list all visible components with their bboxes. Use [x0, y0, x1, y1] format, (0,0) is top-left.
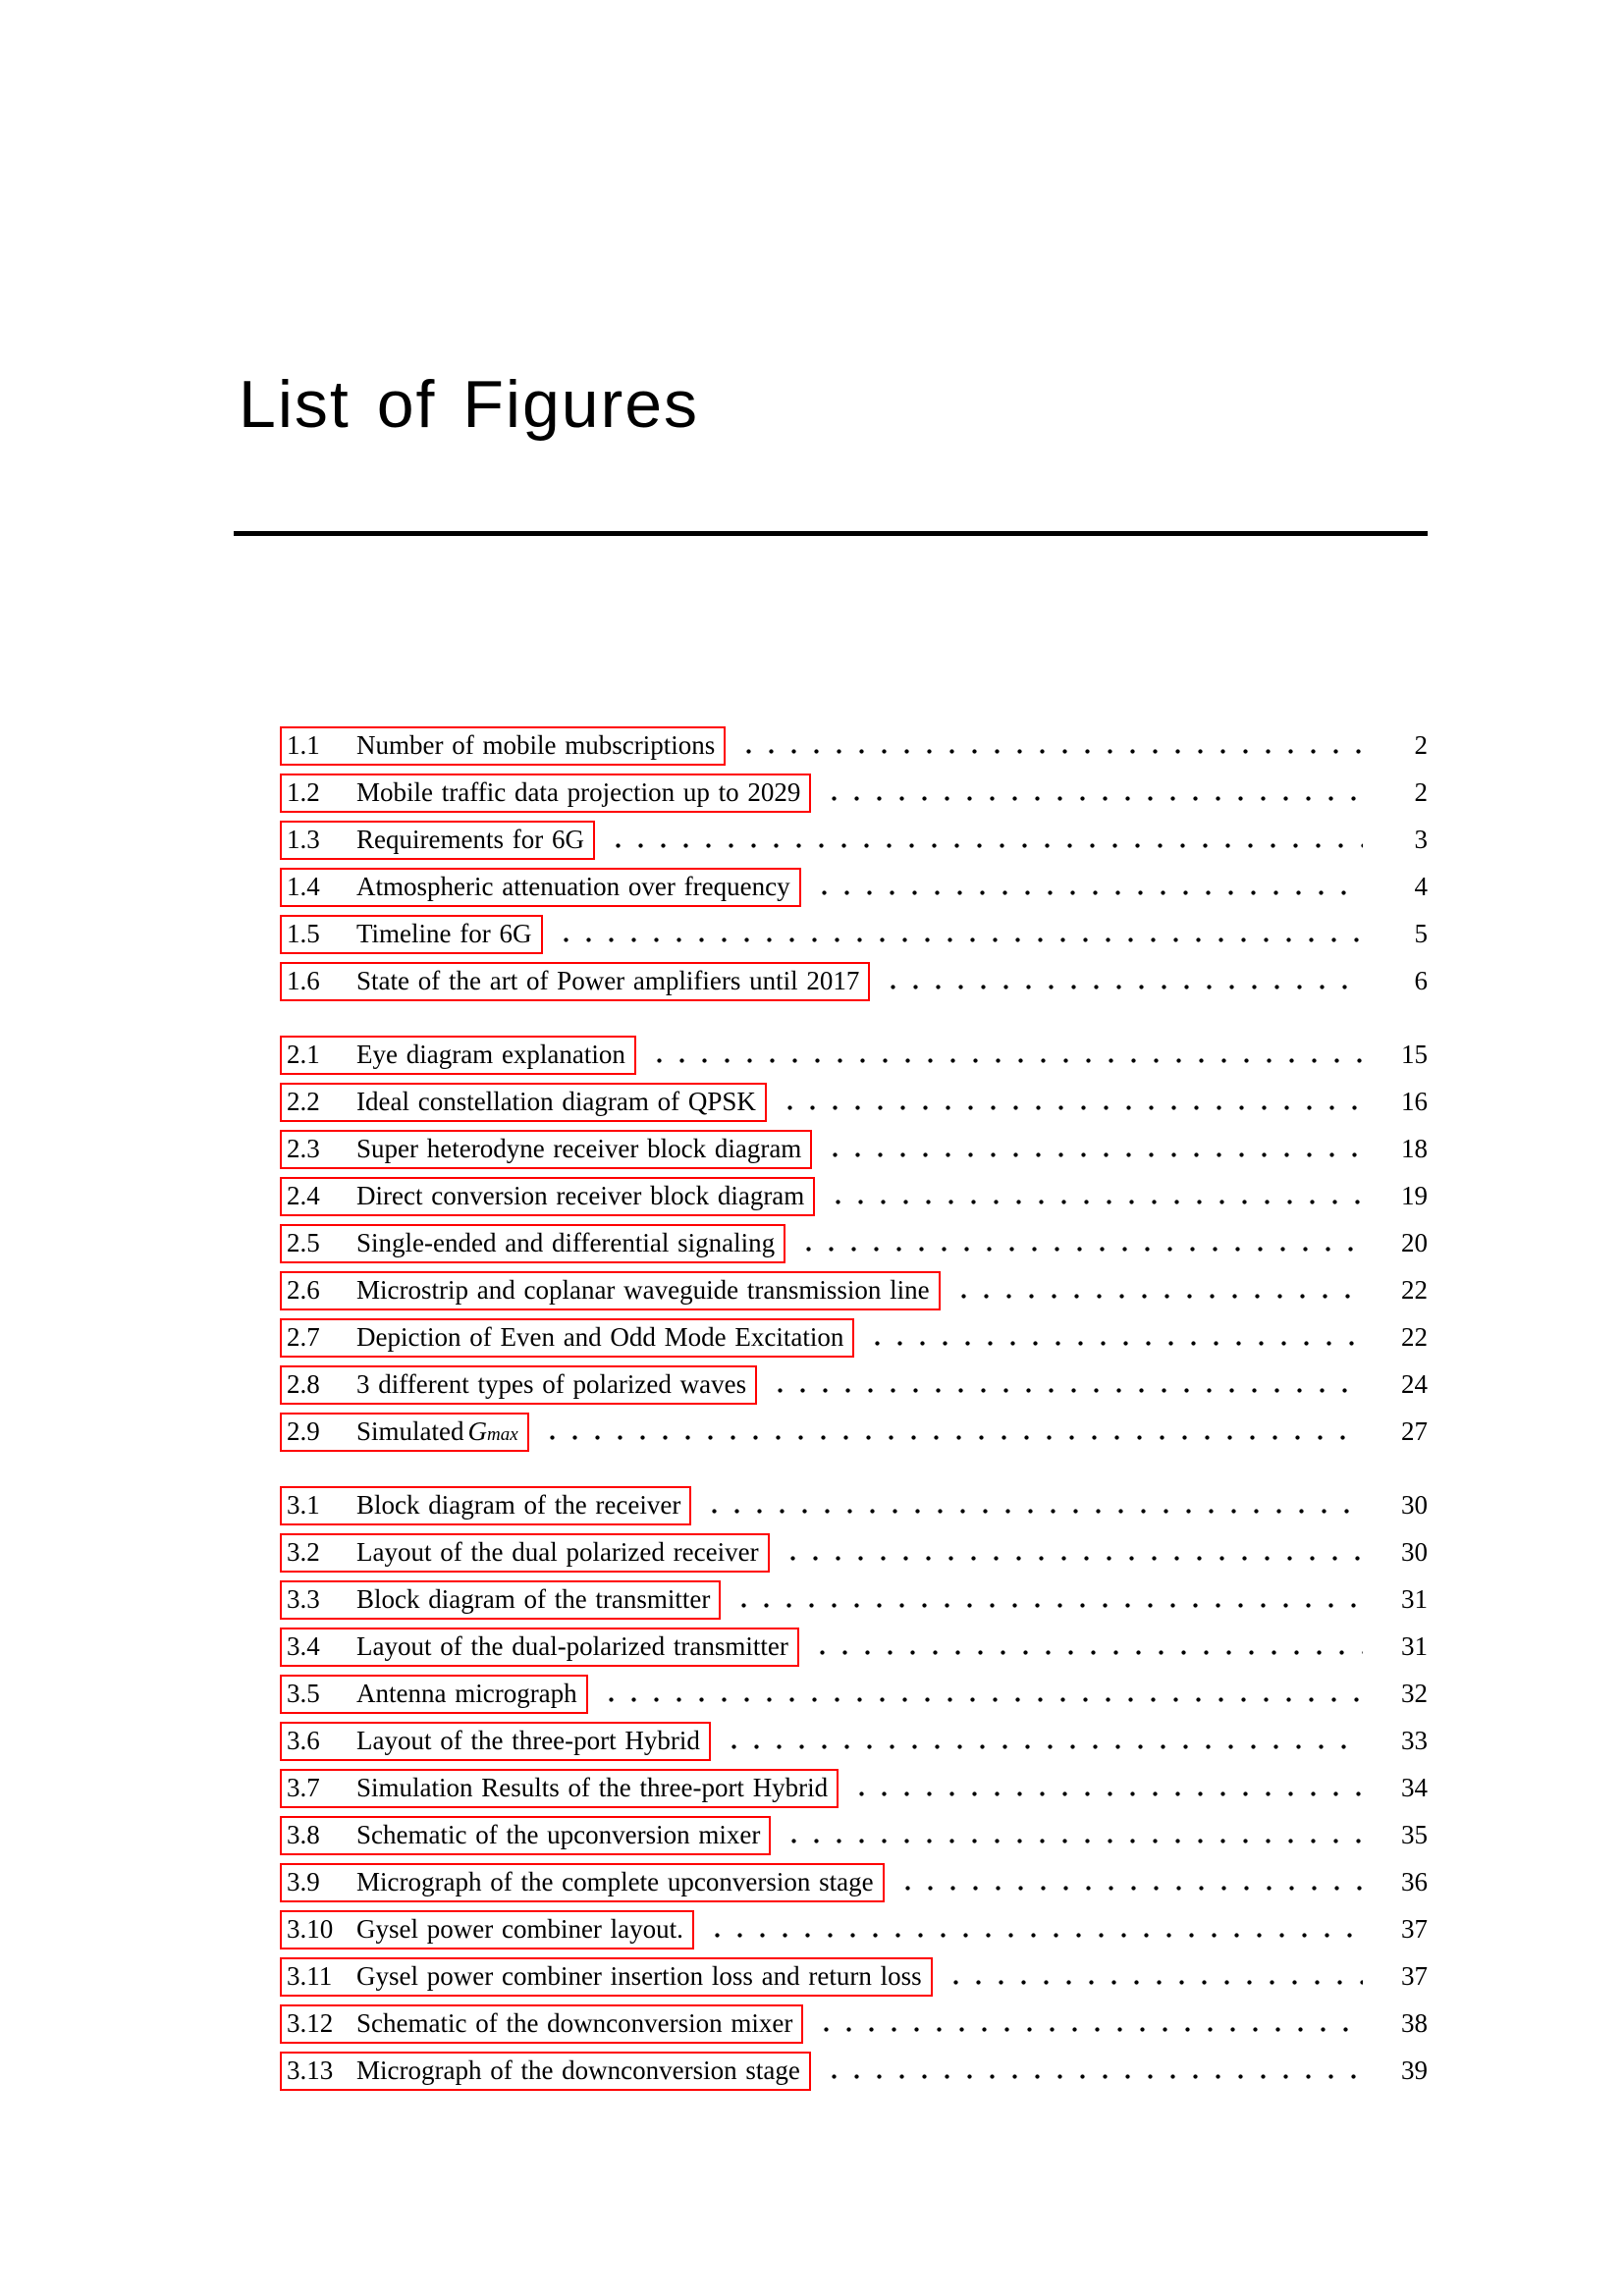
figure-number: 2.4	[287, 1181, 320, 1210]
dot-leader	[769, 1388, 1363, 1393]
dot-leader	[737, 749, 1363, 754]
page-number: 30	[1401, 1537, 1428, 1567]
figure-title: Ideal constellation diagram of QPSK	[356, 1087, 756, 1116]
figure-number: 1.3	[287, 825, 320, 854]
lof-entry-row	[234, 1764, 1428, 1811]
figure-title: Requirements for 6G	[356, 825, 584, 854]
figure-link[interactable]	[280, 2004, 803, 2044]
figure-link[interactable]	[280, 1675, 588, 1714]
page-number: 38	[1401, 2008, 1428, 2038]
lof-entry-row	[234, 1172, 1428, 1219]
lof-entry-row	[234, 1952, 1428, 2000]
figure-link[interactable]	[280, 1083, 767, 1122]
figure-link[interactable]	[280, 821, 595, 860]
dot-leader	[783, 1839, 1363, 1843]
figure-title: Micrograph of the downconversion stage	[356, 2056, 800, 2085]
dot-leader	[541, 1435, 1363, 1440]
figure-link[interactable]	[280, 1957, 933, 1997]
math-subscript: max	[487, 1424, 518, 1445]
dot-leader	[882, 985, 1363, 989]
lof-entry-row	[234, 1717, 1428, 1764]
figure-number: 3.8	[287, 1820, 320, 1849]
page-number: 3	[1414, 825, 1428, 854]
figure-link[interactable]	[280, 1722, 711, 1761]
figure-title: Eye diagram explanation	[356, 1040, 625, 1069]
figure-title: Schematic of the upconversion mixer	[356, 1820, 761, 1849]
figure-number: 3.13	[287, 2056, 334, 2085]
dot-leader	[600, 1697, 1363, 1702]
lof-entry-row	[234, 1078, 1428, 1125]
page-number: 18	[1401, 1134, 1428, 1163]
page-number: 36	[1401, 1867, 1428, 1896]
lof-entry-row	[234, 1905, 1428, 1952]
figure-group-chapter-2	[234, 1031, 1428, 1455]
list-of-figures	[234, 721, 1428, 2094]
page-number: 24	[1401, 1369, 1428, 1399]
page-number: 5	[1414, 919, 1428, 948]
dot-leader	[824, 1152, 1363, 1157]
figure-number: 3.11	[287, 1961, 333, 1991]
page-number: 22	[1401, 1322, 1428, 1352]
figure-number: 2.8	[287, 1369, 320, 1399]
page-number: 37	[1401, 1914, 1428, 1944]
lof-entry-row	[234, 2047, 1428, 2094]
figure-link[interactable]	[280, 726, 726, 766]
figure-link[interactable]	[280, 1130, 812, 1169]
page-number: 4	[1414, 872, 1428, 901]
lof-entry-row	[234, 1313, 1428, 1361]
page-number: 31	[1401, 1631, 1428, 1661]
page-number: 35	[1401, 1820, 1428, 1849]
figure-title: Layout of the dual-polarized transmitter	[356, 1631, 788, 1661]
lof-entry-row	[234, 1528, 1428, 1575]
lof-entry-row	[234, 1361, 1428, 1408]
figure-number: 2.1	[287, 1040, 320, 1069]
figure-title: Simulated	[356, 1416, 464, 1446]
page-number: 31	[1401, 1584, 1428, 1614]
figure-number: 1.1	[287, 730, 320, 760]
page-number: 37	[1401, 1961, 1428, 1991]
dot-leader	[555, 937, 1364, 942]
figure-title: Schematic of the downconversion mixer	[356, 2008, 793, 2038]
dot-leader	[813, 890, 1363, 895]
figure-title: Microstrip and coplanar waveguide transmission line	[356, 1275, 930, 1305]
lof-entry-row	[234, 1266, 1428, 1313]
figure-link[interactable]	[280, 1177, 815, 1216]
lof-entry-row	[234, 1408, 1428, 1455]
figure-link[interactable]	[280, 1816, 771, 1855]
page-number: 34	[1401, 1773, 1428, 1802]
figure-number: 1.4	[287, 872, 320, 901]
figure-number: 2.9	[287, 1416, 320, 1446]
dot-leader	[945, 1980, 1363, 1985]
page-number: 19	[1401, 1181, 1428, 1210]
figure-title: State of the art of Power amplifiers until 2017	[356, 966, 860, 995]
figure-number: 3.6	[287, 1726, 320, 1755]
figure-link[interactable]	[280, 1910, 694, 1949]
figure-link[interactable]	[280, 1036, 636, 1075]
figure-link[interactable]	[280, 868, 801, 907]
lof-entry-row	[234, 957, 1428, 1004]
figure-number: 3.1	[287, 1490, 320, 1520]
figure-group-chapter-3	[234, 1481, 1428, 2094]
figure-link[interactable]	[280, 1271, 941, 1310]
figure-title: Gysel power combiner insertion loss and return loss	[356, 1961, 922, 1991]
figure-link[interactable]	[280, 1628, 799, 1667]
dot-leader	[896, 1886, 1363, 1891]
lof-entry-row	[234, 863, 1428, 910]
figure-link[interactable]	[280, 1580, 721, 1620]
dot-leader	[607, 843, 1363, 848]
dot-leader	[703, 1509, 1363, 1514]
figure-number: 3.10	[287, 1914, 334, 1944]
page-number: 2	[1414, 730, 1428, 760]
dot-leader	[648, 1058, 1363, 1063]
dot-leader	[866, 1341, 1363, 1346]
figure-group-chapter-1	[234, 721, 1428, 1004]
dot-leader	[823, 2074, 1363, 2079]
figure-number: 1.2	[287, 777, 320, 807]
figure-number: 2.6	[287, 1275, 320, 1305]
figure-link[interactable]	[280, 2052, 811, 2091]
lof-entry-row	[234, 1481, 1428, 1528]
dot-leader	[952, 1294, 1363, 1299]
figure-number: 3.9	[287, 1867, 320, 1896]
figure-link[interactable]	[280, 1486, 691, 1525]
dot-leader	[815, 2027, 1363, 2032]
lof-entry-row	[234, 910, 1428, 957]
figure-title: Gysel power combiner layout.	[356, 1914, 683, 1944]
dot-leader	[823, 796, 1363, 801]
figure-number: 2.5	[287, 1228, 320, 1257]
figure-number: 3.7	[287, 1773, 320, 1802]
figure-title: Block diagram of the transmitter	[356, 1584, 711, 1614]
dot-leader	[850, 1791, 1363, 1796]
figure-title: Simulation Results of the three-port Hybrid	[356, 1773, 829, 1802]
figure-link[interactable]	[280, 1365, 757, 1405]
figure-title: Layout of the dual polarized receiver	[356, 1537, 759, 1567]
dot-leader	[811, 1650, 1363, 1655]
figure-number: 1.5	[287, 919, 320, 948]
lof-entry-row	[234, 1623, 1428, 1670]
lof-entry-row	[234, 1670, 1428, 1717]
title-rule	[234, 531, 1428, 536]
figure-title: Mobile traffic data projection up to 2029	[356, 777, 801, 807]
figure-title: Number of mobile mubscriptions	[356, 730, 716, 760]
page-number: 39	[1401, 2056, 1428, 2085]
lof-entry-row	[234, 1811, 1428, 1858]
page-number: 30	[1401, 1490, 1428, 1520]
math-variable: G	[467, 1416, 487, 1446]
lof-entry-row	[234, 721, 1428, 769]
figure-number: 2.2	[287, 1087, 320, 1116]
figure-title: Timeline for 6G	[356, 919, 532, 948]
dot-leader	[782, 1556, 1363, 1561]
figure-number: 2.3	[287, 1134, 320, 1163]
figure-title: Micrograph of the complete upconversion stage	[356, 1867, 874, 1896]
lof-entry-row	[234, 816, 1428, 863]
figure-title: 3 different types of polarized waves	[356, 1369, 747, 1399]
figure-link[interactable]	[280, 1413, 529, 1452]
lof-entry-row	[234, 1575, 1428, 1623]
figure-title: Layout of the three-port Hybrid	[356, 1726, 700, 1755]
lof-entry-row	[234, 1858, 1428, 1905]
figure-link[interactable]	[280, 1224, 785, 1263]
figure-title: Super heterodyne receiver block diagram	[356, 1134, 802, 1163]
page-number: 2	[1414, 777, 1428, 807]
figure-link[interactable]	[280, 1769, 839, 1808]
page-number: 32	[1401, 1679, 1428, 1708]
figure-number: 3.2	[287, 1537, 320, 1567]
page-number: 6	[1414, 966, 1428, 995]
figure-link[interactable]	[280, 1533, 770, 1573]
page-number: 16	[1401, 1087, 1428, 1116]
figure-number: 3.12	[287, 2008, 334, 2038]
figure-title: Direct conversion receiver block diagram	[356, 1181, 805, 1210]
lof-entry-row	[234, 1219, 1428, 1266]
figure-number: 2.7	[287, 1322, 320, 1352]
figure-number: 3.4	[287, 1631, 320, 1661]
figure-title: Antenna micrograph	[356, 1679, 577, 1708]
figure-title: Atmospheric attenuation over frequency	[356, 872, 790, 901]
figure-title: Block diagram of the receiver	[356, 1490, 681, 1520]
dot-leader	[723, 1744, 1363, 1749]
figure-title: Depiction of Even and Odd Mode Excitation	[356, 1322, 844, 1352]
figure-link[interactable]	[280, 774, 811, 813]
lof-entry-row	[234, 769, 1428, 816]
dot-leader	[732, 1603, 1363, 1608]
figure-link[interactable]	[280, 1863, 885, 1902]
figure-link[interactable]	[280, 962, 870, 1001]
lof-entry-row	[234, 1031, 1428, 1078]
dot-leader	[779, 1105, 1363, 1110]
page-number: 20	[1401, 1228, 1428, 1257]
figure-link[interactable]	[280, 1318, 854, 1358]
figure-number: 3.3	[287, 1584, 320, 1614]
figure-number: 3.5	[287, 1679, 320, 1708]
dot-leader	[797, 1247, 1363, 1252]
page-number: 15	[1401, 1040, 1428, 1069]
figure-link[interactable]	[280, 915, 543, 954]
dot-leader	[827, 1200, 1363, 1204]
figure-number: 1.6	[287, 966, 320, 995]
page-number: 27	[1401, 1416, 1428, 1446]
figure-title: Single-ended and differential signaling	[356, 1228, 776, 1257]
dot-leader	[706, 1933, 1363, 1938]
lof-entry-row	[234, 2000, 1428, 2047]
page-title: List of Figures	[239, 367, 700, 442]
page-number: 22	[1401, 1275, 1428, 1305]
page-number: 33	[1401, 1726, 1428, 1755]
lof-entry-row	[234, 1125, 1428, 1172]
